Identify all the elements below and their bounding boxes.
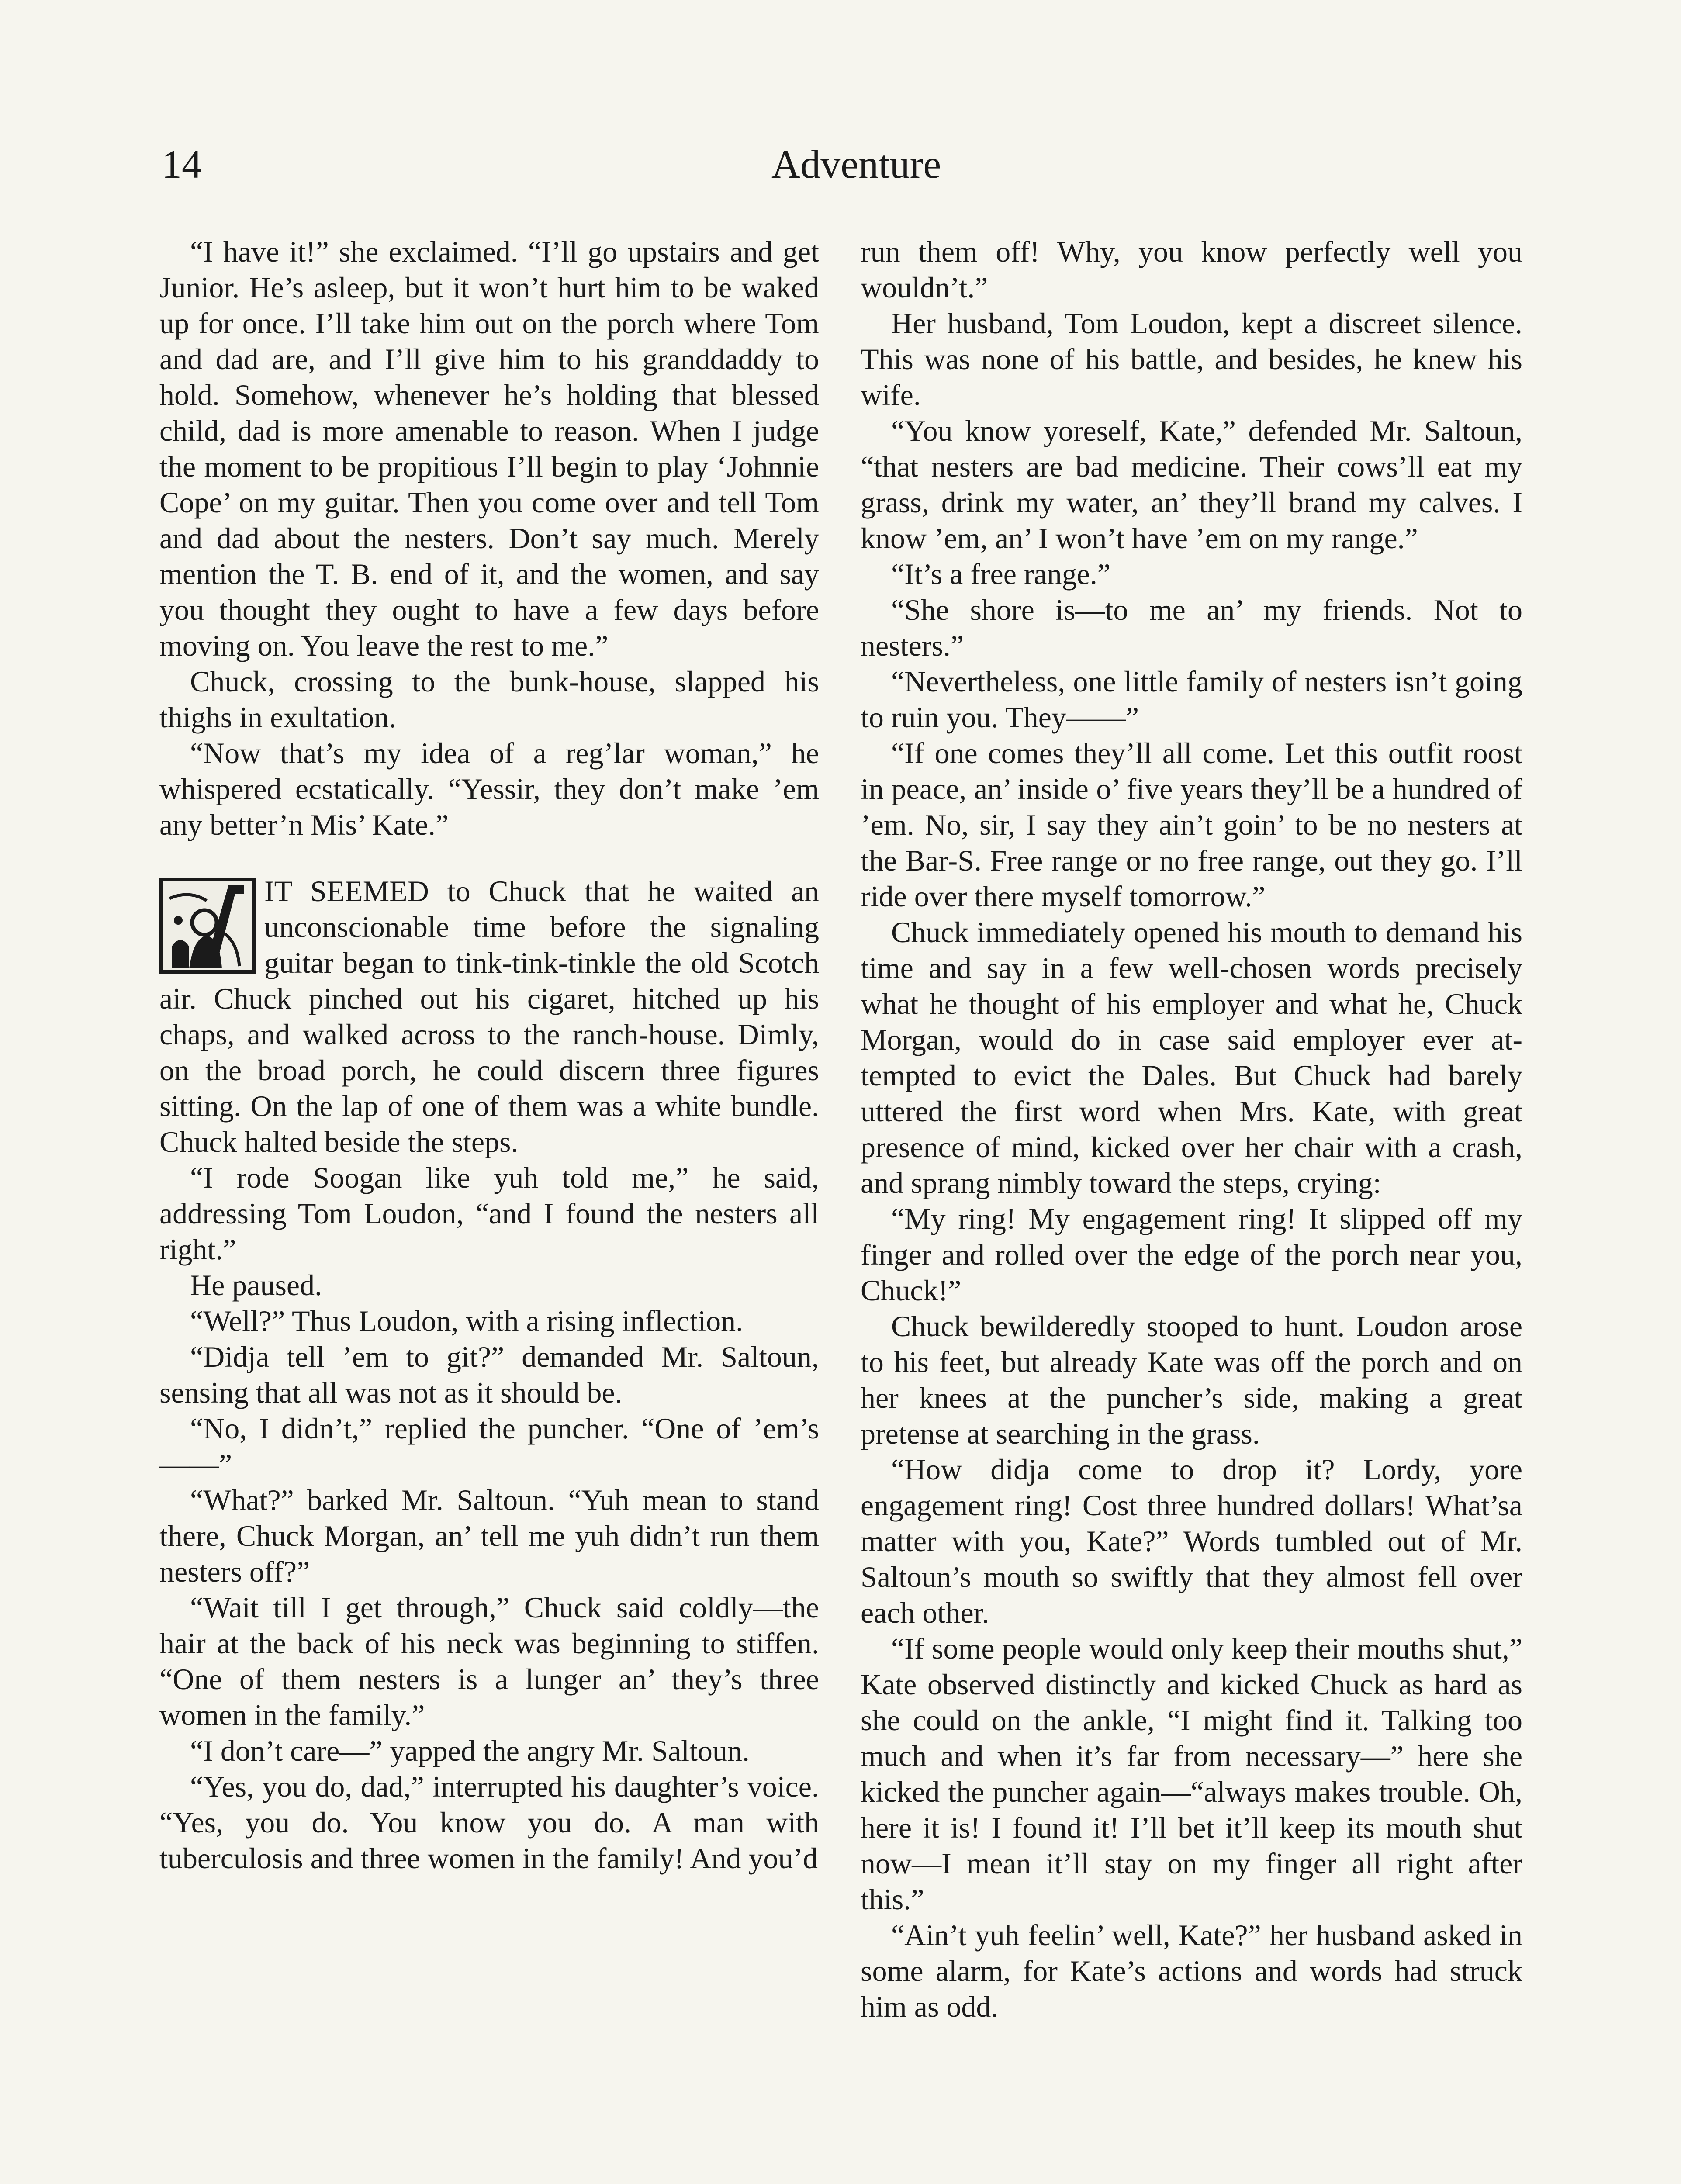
section-lead-in: IT SEEMED [264,874,429,908]
paragraph: “If some people would only keep their mouths shut,” Kate observed distinctly and kicked Chuck as hard as she could on the ankle, “I might find it. Talking too much and when it’s far from necessary—” here she kicked the puncher again—“always makes trouble. Oh, here it is! I found it! I’ll bet it’ll keep its mouth shut now—I mean it’ll stay on my finger all right after this.” [861,1632,1522,1916]
left-column [159,234,819,1876]
paragraph: “Ain’t yuh feelin’ well, Kate?” her husband asked in some alarm, for Kate’s actions and words had struck him as odd. [861,1918,1522,2023]
paragraph: “Well?” Thus Loudon, with a rising inflection. [190,1304,744,1337]
paragraph: “What?” barked Mr. Saltoun. “Yuh mean to stand there, Chuck Morgan, an’ tell me yuh didn’t run them nesters off?” [159,1483,819,1588]
decorative-initial-icon [159,878,256,974]
running-head-title: Adventure [771,142,941,187]
paragraph: He paused. [190,1268,322,1302]
right-column [861,234,1522,2025]
paragraph: “I have it!” she exclaimed. “I’ll go upstairs and get Junior. He’s asleep, but it won’t hurt him to be waked up for once. I’ll take him out on the porch where Tom and dad are, and I’ll give him to his granddaddy to hold. Somehow, whenever he’s holding that blessed child, dad is more amenable to reason. When I judge the moment to be propitious I’ll begin to play ‘Johnnie Cope’ on my guitar. Then you come over and tell Tom and dad about the nesters. Don’t say much. Merely mention the T. B. end of it, and the women, and say you thought they ought to have a few days before moving on. You leave the rest to me.” [159,235,819,662]
page-number: 14 [162,142,202,187]
paragraph-text: to Chuck that he waited an unconscionable time before the signaling guitar began to tink-tink-tinkle the old Scotch air. Chuck pinched out his cigaret, hitched up his chaps, and walked across to the ranch-house. Dimly, on the broad porch, he could discern three figures sitting. On the lap of one of them was a white bundle. Chuck halted beside the steps. [159,874,820,1158]
paragraph: “If one comes they’ll all come. Let this outfit roost in peace, an’ inside o’ five years they’ll be a hundred of ’em. No, sir, I say they ain’t goin’ to be no nesters at the Bar-S. Free range or no free range, out they go. I’ll ride over there myself tomorrow.” [861,736,1522,913]
paragraph: “Wait till I get through,” Chuck said coldly—the hair at the back of his neck was beginning to stiffen. “One of them nesters is a lunger an’ they’s three women in the family.” [159,1591,819,1731]
paragraph: “I don’t care—” yapped the angry Mr. Saltoun. [190,1734,750,1767]
paragraph: “Now that’s my idea of a reg’lar woman,” he whispered ecstatically. “Yessir, they don’t make ’em any better’n Mis’ Kate.” [159,736,819,841]
paragraph: “She shore is—to me an’ my friends. Not to nesters.” [861,593,1522,662]
paragraph: “It’s a free range.” [891,557,1111,591]
paragraph: “Nevertheless, one little family of nesters isn’t going to ruin you. They——” [861,665,1522,734]
paragraph: “How didja come to drop it? Lordy, yore engagement ring! Cost three hundred dollars! What’sa matter with you, Kate?” Words tumbled out of Mr. Saltoun’s mouth so swiftly that they almost fell over each other. [861,1453,1522,1629]
section-break [159,843,819,873]
paragraph: Chuck, crossing to the bunk-house, slapped his thighs in exultation. [159,665,819,734]
paragraph: Chuck immediately opened his mouth to demand his time and say in a few well-chosen words precisely what he thought of his employer and what he, Chuck Morgan, would do in case said employer ever attempted to evict the Dales. But Chuck had barely uttered the first word when Mrs. Kate, with great presence of mind, kicked over her chair with a crash, and sprang nimbly toward the steps, crying: [861,916,1522,1199]
paragraph-continued: run them off! Why, you know perfectly well you wouldn’t.” [861,235,1522,304]
paragraph: Her husband, Tom Loudon, kept a discreet silence. This was none of his battle, and besides, he knew his wife. [861,307,1522,411]
paragraph: “You know yoreself, Kate,” defended Mr. Saltoun, “that nesters are bad medicine. Their cows’ll eat my grass, drink my water, an’ they’ll brand my calves. I know ’em, an’ I won’t have ’em on my range.” [861,414,1522,555]
paragraph: “Didja tell ’em to git?” demanded Mr. Saltoun, sensing that all was not as it should be. [159,1340,819,1409]
paragraph: “I rode Soogan like yuh told me,” he said, addressing Tom Loudon, “and I found the nesters all right.” [159,1161,819,1266]
paragraph: Chuck bewilderedly stooped to hunt. Loudon arose to his feet, but already Kate was off the porch and on her knees at the puncher’s side, making a great pretense at searching in the grass. [861,1310,1522,1450]
paragraph: “Yes, you do, dad,” interrupted his daughter’s voice. “Yes, you do. You know you do. A man with tuberculosis and three women in the family! And you’d [159,1770,819,1875]
paragraph: “My ring! My engagement ring! It slipped off my finger and rolled over the edge of the porch near you, Chuck!” [861,1202,1522,1307]
section-opening-paragraph [159,873,819,1160]
paragraph: “No, I didn’t,” replied the puncher. “One of ’em’s——” [159,1412,819,1481]
